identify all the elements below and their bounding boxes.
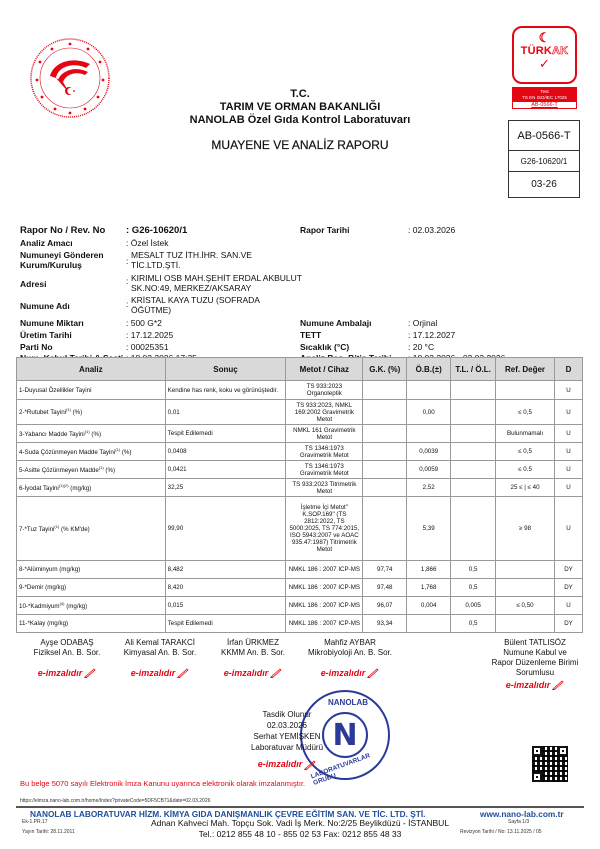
e-signature-link[interactable]: e-imzalıdır — [258, 759, 317, 770]
approval-block: Tasdik Olunur 02.03.2026 Serhat YEMİŞKEN Laboratuvar Müdürü e-imzalıdır — [250, 710, 324, 769]
table-header-row — [17, 358, 583, 381]
report-code-box — [508, 120, 580, 198]
label-parti-no: Parti No — [20, 342, 53, 352]
checkmark-icon: ✓ — [539, 56, 550, 71]
signature-aybar: Mahfiz AYBAR Mikrobiyoloji An. B. Sor. e-imzalıdır — [307, 638, 393, 678]
label-sicaklik: Sıcaklık (°C) — [300, 342, 350, 352]
pen-icon — [552, 680, 564, 690]
value-gonderen-1: MESALT TUZ İTH.İHR. SAN.VE — [131, 250, 252, 260]
signature-urkmez: İrfan ÜRKMEZ KKMM An. B. Sor. e-imzalıdır — [220, 638, 286, 678]
e-signature-link[interactable]: e-imzalıdır — [224, 668, 283, 678]
label-numune-adi: Numune Adı — [20, 301, 70, 311]
value-numune-ambalaji: : Orjinal — [408, 318, 438, 328]
col-gk: G.K. (%) — [363, 358, 407, 381]
value-analiz-amaci: : Özel İstek — [126, 238, 169, 248]
pen-icon — [84, 668, 96, 678]
col-d: D — [555, 358, 583, 381]
e-signature-link[interactable]: e-imzalıdır — [321, 668, 380, 678]
col-ob: Ö.B.(±) — [407, 358, 451, 381]
footer-address: Adnan Kahveci Mah. Topçu Sok. Vadi İş Merk. No:2/25 Beylikdüzü - İSTANBUL Tel.: 0212 855 48 10 - 855 02 53 Fax: 0212 855 48 33 — [150, 818, 450, 839]
pen-icon — [367, 668, 379, 678]
pen-icon — [270, 668, 282, 678]
table-row: 5-Asitte Çözünmeyen Madde$^{(1)}$ (%) 0,0421 TS 1346:1973 Gravimetrik Metot 0,0059 ≤ 0.5 U — [17, 461, 583, 479]
e-signature-link[interactable]: e-imzalıdır — [131, 668, 190, 678]
results-table — [16, 357, 583, 633]
turkak-accreditation-mark: ☾ TÜRKAK ✓ Test TS EN ISO/IEC 17025 AB-0566-T — [512, 26, 577, 109]
table-row: 3-Yabancı Madde Tayini$^{(1)}$ (%) Tespit Edilemedi NMKL 161 Gravimetrik Metot Bulunmamalı U — [17, 425, 583, 443]
publish-date: Yayın Tarihi: 28.11.2011 — [22, 829, 75, 835]
table-row: 11-*Kalay (mg/kg) Tespit Edilemedi NMKL 186 : 2007 ICP-MS 93,34 0,5 DY — [17, 615, 583, 633]
revision-info: Revizyon Tarihi / No: 13.11.2025 / 05 — [460, 829, 542, 835]
nanolab-stamp: NANOLAB N LABORATUVARLAR GRUBU — [300, 690, 390, 780]
legal-notice: Bu belge 5070 sayılı Elektronik İmza Kanunu uyarınca elektronik olarak imzalanmıştır. — [20, 779, 306, 788]
label-uretim-tarihi: Üretim Tarihi — [20, 330, 72, 340]
value-gonderen-2: TİC.LTD.ŞTİ. — [131, 260, 181, 270]
page-number: Sayfa 1/3 — [508, 819, 530, 825]
table-row: 10-*Kadmiyum$^{(4)}$ (mg/kg) 0,015 NMKL 186 : 2007 ICP-MS 96,07 0,004 0,005 ≤ 0,50 U — [17, 597, 583, 615]
value-rapor-tarihi: : 02.03.2026 — [408, 225, 456, 235]
label-analiz-amaci: Analiz Amacı — [20, 238, 73, 248]
value-tett: : 17.12.2027 — [408, 330, 456, 340]
form-code: Ek-1.PR.17 — [22, 819, 48, 825]
table-row: 7-*Tuz Tayini$^{(1)}$ (% KM'de) 99,90 İşletme İçi Metot" K.SOP.169" (TS 2812:2022, TS 5000:2025, TS 774:2015, ISO 5943:2007 ve AOAC 935.47:1987) Titrimetrik Metot 5,39 ≥ 98 U — [17, 497, 583, 561]
label-tett: TETT — [300, 330, 322, 340]
table-row: 9-*Demir (mg/kg) 8,420 NMKL 186 : 2007 ICP-MS 97,48 1,768 0,5 DY — [17, 579, 583, 597]
e-signature-link[interactable]: e-imzalıdır — [506, 680, 565, 690]
accreditation-code: AB-0566-T — [512, 101, 577, 109]
crescent-icon: ☾ — [538, 30, 551, 45]
table-row: 8-*Alüminyum (mg/kg) 8,482 NMKL 186 : 2007 ICP-MS 97,74 1,866 0,5 DY — [17, 561, 583, 579]
signature-tarakci: Ali Kemal TARAKCİ Kimyasal An. B. Sor. e-imzalıdır — [123, 638, 197, 678]
label-rapor-no: Rapor No / Rev. No — [20, 225, 106, 236]
value-adresi-2: SK.NO:49, MERKEZ/AKSARAY — [131, 283, 252, 293]
accreditation-number: AB-0566-T — [509, 121, 579, 151]
signature-odabas: Ayşe ODABAŞ Fiziksel An. B. Sor. e-imzalıdır — [33, 638, 101, 678]
col-sonuc: Sonuç — [165, 358, 286, 381]
col-tl: T.L. / Ö.L. — [451, 358, 496, 381]
table-row: 1-Duyusal Özellikler Tayini Kendine has renk, koku ve görünüştedir. TS 933:2023 Organoleptik U — [17, 381, 583, 400]
signature-tatlisoz: Bülent TATLISÖZ Numune Kabul ve Rapor Düzenleme Birimi Sorumlusu e-imzalıdır — [491, 638, 579, 690]
footer-company: NANOLAB LABORATUVAR HİZM. KİMYA GIDA DANIŞMANLIK ÇEVRE EĞİTİM SAN. VE TİC. LTD. ŞTİ. — [30, 809, 426, 819]
label-rapor-tarihi: Rapor Tarihi — [300, 225, 350, 235]
value-numune-adi-1: KRİSTAL KAYA TUZU (SOFRADA — [131, 295, 260, 305]
header-ministry: TARIM VE ORMAN BAKANLIĞI — [219, 101, 381, 113]
value-uretim-tarihi: : 17.12.2025 — [126, 330, 174, 340]
table-row: 6-İyodat Tayini$^{(1)(2)}$ (mg/kg) 32,25 TS 933:2023 Titrimetrik Metot 2,52 25 ≤ | ≤ 40 U — [17, 479, 583, 497]
value-numune-miktari: : 500 G*2 — [126, 318, 162, 328]
table-row: 4-Suda Çözünmeyen Madde Tayini$^{(1)}$ (%) 0,0408 TS 1346:1973 Gravimetrik Metot 0,0039 ≤ 0,5 U — [17, 443, 583, 461]
qr-code[interactable] — [532, 746, 568, 782]
label-gonderen-2: Kurum/Kuruluş — [20, 260, 82, 270]
header-tc: T.C. — [290, 88, 310, 100]
table-row: 2-*Rutubet Tayini$^{(1)}$ (%) 0,01 TS 933:2023, NMKL 169:2002 Gravimetrik Metot 0,00 ≤ 0,5 U — [17, 400, 583, 425]
pen-icon — [177, 668, 189, 678]
verification-url[interactable]: https://eimza.nano-lab.com.tr/home/Index?privateCode=5DF5CB71&date=02.03.2026 — [20, 798, 211, 804]
report-period: 03-26 — [531, 179, 557, 190]
value-sicaklik: : 20 °C — [408, 342, 435, 352]
report-number: G26-10620/1 — [509, 151, 579, 172]
header-lab: NANOLAB Özel Gıda Kontrol Laboratuvarı — [189, 114, 411, 126]
pen-icon — [304, 760, 316, 770]
footer-divider — [16, 806, 584, 808]
col-metot: Metot / Cihaz — [286, 358, 363, 381]
label-numune-ambalaji: Numune Ambalajı — [300, 318, 372, 328]
col-analiz: Analiz — [17, 358, 166, 381]
label-adresi: Adresi — [20, 279, 47, 289]
e-signature-link[interactable]: e-imzalıdır — [38, 668, 97, 678]
label-numune-miktari: Numune Miktarı — [20, 318, 84, 328]
value-adresi-1: KIRIMLI OSB MAH.ŞEHİT ERDAL AKBULUT — [131, 273, 302, 283]
footer-website-link[interactable]: www.nano-lab.com.tr — [480, 809, 564, 819]
nanolab-logo-icon: N — [322, 712, 368, 758]
col-ref: Ref. Değer — [496, 358, 555, 381]
value-numune-adi-2: ÖĞÜTME) — [131, 305, 172, 315]
value-rapor-no: : G26-10620/1 — [126, 225, 188, 236]
value-parti-no: : 00025351 — [126, 342, 169, 352]
label-gonderen-1: Numuneyi Gönderen — [20, 250, 104, 260]
page-title: MUAYENE VE ANALİZ RAPORU — [211, 138, 389, 152]
